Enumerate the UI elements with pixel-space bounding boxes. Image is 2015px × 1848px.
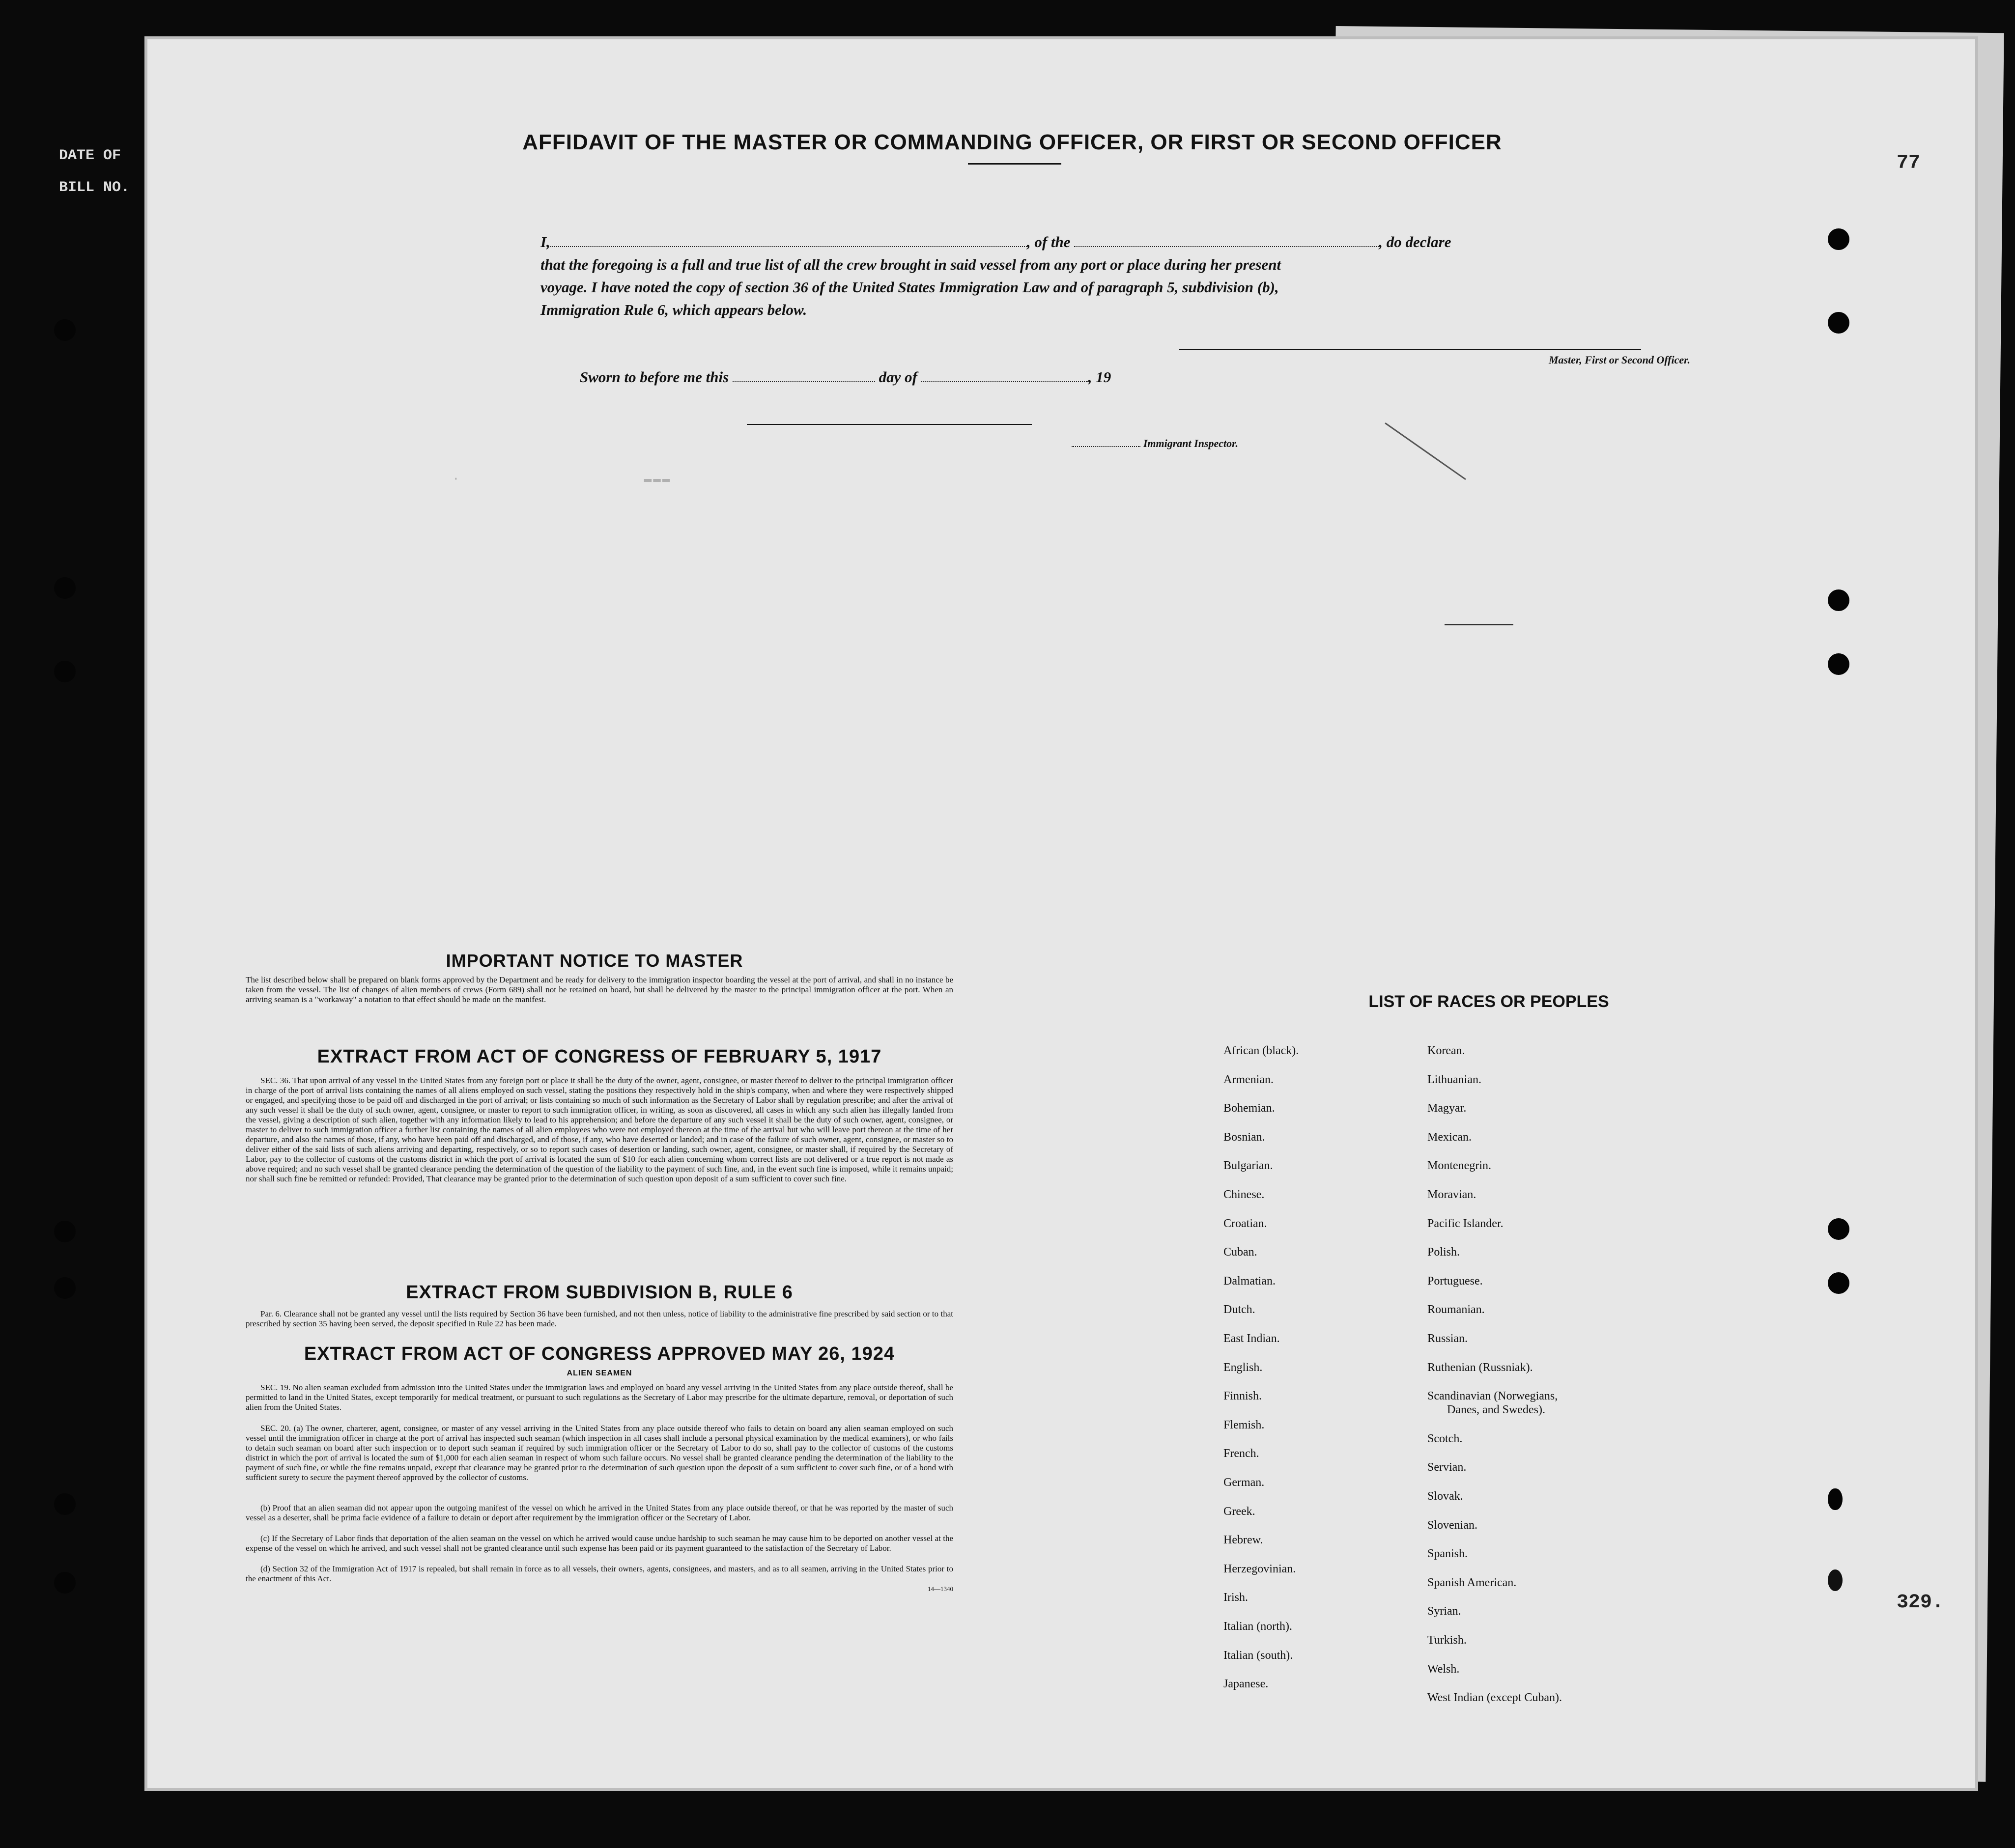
binder-hole (1828, 1272, 1849, 1294)
race-item: Slovenian. (1427, 1518, 1477, 1532)
inspector-line (747, 424, 1032, 425)
race-item: Cuban. (1223, 1246, 1257, 1259)
race-item: Dalmatian. (1223, 1274, 1276, 1288)
sec20a-body: SEC. 20. (a) The owner, charterer, agent, consignee, or master of any vessel arriving in the United States from any place outside thereof who fails to detain on board any alien seaman employed on such vessel until the immigration officer in charge at the port of arrival has inspected such seaman (which inspection in all cases shall include a personal physical examination by the medical examiners), or who fails to detain such seaman on board after such inspection or to deport such seaman if required by such immigration officer or the Secretary of Labor to do so, shall pay to the collector of customs of the customs district in which the port of arrival is located the sum of $1,000 for each alien seaman in respect of whom such failure occurs. No vessel shall be granted clearance pending the determination of the liability to the payment of such fine, or while the fine remains unpaid, except that clearance may be granted prior to the determination of such question upon the deposit of a sum sufficient to cover such fine, or of a bond with sufficient surety to secure the payment thereof approved by the collector of customs. (246, 1424, 953, 1482)
alien-seamen-subheading: ALIEN SEAMEN (567, 1369, 632, 1377)
race-item: Bosnian. (1223, 1130, 1265, 1144)
race-item: Roumanian. (1427, 1303, 1485, 1316)
race-item: Lithuanian. (1427, 1073, 1481, 1086)
binder-hole (54, 1221, 76, 1242)
extract-1917-body: SEC. 36. That upon arrival of any vessel in the United States from any foreign port or place it shall be the duty of the owner, agent, consignee, or master thereof to deliver to the principal immigration officer in charge of the port of arrival lists containing the names of all aliens employed on such vessel, stating the positions they respectively hold in the ship's company, when and where they were respectively shipped or engaged, and specifying those to be paid off and discharged in the port of arrival; or lists containing so much of such information as the Secretary of Labor shall by regulation prescribe; and after the arrival of any such vessel it shall be the duty of such owner, agent, consignee, or master to report to such immigration officer, in writing, as soon as discovered, all cases in which any such alien has illegally landed from the vessel, giving a description of such alien, together with any information likely to lead to his apprehension; and before the departure of any such vessel it shall be the duty of such owner, agent, consignee, or master to deliver to such immigration officer a further list containing the names of all alien employees who were not employed thereon at the time of the arrival but who will leave port thereon at the time of her departure, and also the names of those, if any, who have been paid off and discharged, and of those, if any, who have deserted or landed; and in case of the failure of such owner, agent, consignee, or master so to deliver either of the said lists of such aliens arriving and departing, respectively, or so to report such cases of desertion or landing, such owner, agent, consignee, or master shall, if required by the Secretary of Labor, pay to the collector of customs of the customs district in which the port of arrival is located the sum of $10 for each alien concerning whom correct lists are not delivered or a true report is not made as above required; and no such vessel shall be granted clearance pending the determination of the question of the liability to the payment of such fine, and, in the event such fine is imposed, while it remains unpaid; nor shall such fine be remitted or refunded: Provided, That clearance may be granted prior to the determination of such question upon deposit of a sum sufficient to cover such fine. (246, 1076, 953, 1183)
affidavit-title: AFFIDAVIT OF THE MASTER OR COMMANDING OFFICER, OR FIRST OR SECOND OFFICER (522, 130, 1502, 154)
race-item: French. (1223, 1447, 1259, 1460)
race-item: Bohemian. (1223, 1102, 1275, 1115)
race-item: Finnish. (1223, 1390, 1262, 1403)
affidavit-sheet (147, 39, 1975, 1788)
race-item: Italian (south). (1223, 1649, 1293, 1662)
race-item: Russian. (1427, 1332, 1468, 1345)
race-item: Scotch. (1427, 1432, 1463, 1445)
binder-hole (1828, 1569, 1843, 1591)
race-item: African (black). (1223, 1044, 1299, 1057)
race-item: Herzegovinian. (1223, 1562, 1296, 1575)
race-item: Italian (north). (1223, 1620, 1292, 1633)
race-item: Slovak. (1427, 1490, 1463, 1503)
race-item: Flemish. (1223, 1418, 1265, 1431)
sworn-day-blank[interactable] (733, 381, 875, 382)
signature-line (1179, 349, 1641, 350)
binder-hole (54, 1277, 76, 1299)
race-item: Moravian. (1427, 1188, 1476, 1201)
binder-hole (54, 319, 76, 341)
sworn-label: Sworn to before me this (580, 368, 729, 386)
affidavit-line-3: voyage. I have noted the copy of section 36 of the United States Immigration Law and of paragraph 5, subdivision (b), (540, 279, 1279, 296)
binder-hole (54, 1493, 76, 1515)
binder-hole (1828, 1218, 1849, 1240)
race-item: Syrian. (1427, 1605, 1461, 1618)
pen-stroke (1445, 624, 1513, 625)
left-stamp-bill: BILL NO. (59, 179, 130, 196)
race-item: Greek. (1223, 1505, 1255, 1518)
page-number-fragment: 77 (1897, 152, 1921, 174)
binder-hole (1828, 1488, 1843, 1510)
race-item: Armenian. (1223, 1073, 1274, 1086)
vessel-blank[interactable] (1074, 246, 1379, 247)
affidavit-line-2: that the foregoing is a full and true list of all the crew brought in said vessel from any port or place during her present (540, 256, 1281, 273)
race-item: Chinese. (1223, 1188, 1265, 1201)
race-item: Servian. (1427, 1461, 1467, 1474)
margin-number-fragment: 329. (1897, 1592, 1944, 1614)
race-item: Montenegrin. (1427, 1159, 1491, 1173)
race-item: Bulgarian. (1223, 1159, 1273, 1173)
signature-label: Master, First or Second Officer. (1548, 354, 1690, 366)
race-item: Danes, and Swedes). (1447, 1403, 1545, 1417)
notice-heading: IMPORTANT NOTICE TO MASTER (446, 951, 743, 971)
race-item: Ruthenian (Russniak). (1427, 1361, 1533, 1374)
left-stamp-date: DATE OF (59, 147, 121, 164)
race-item: Irish. (1223, 1591, 1248, 1604)
race-item: Spanish. (1427, 1547, 1468, 1561)
race-item: Croatian. (1223, 1217, 1267, 1230)
affidavit-i: I, (540, 233, 550, 251)
affidavit-line-4: Immigration Rule 6, which appears below. (540, 301, 807, 318)
name-blank[interactable] (550, 246, 1027, 247)
affidavit-text (540, 231, 1651, 321)
sworn-month-blank[interactable] (921, 381, 1088, 382)
race-item: German. (1223, 1476, 1265, 1489)
race-item: Polish. (1427, 1246, 1460, 1259)
inspector-label: Immigrant Inspector. (1143, 437, 1238, 449)
extract-1924-heading: EXTRACT FROM ACT OF CONGRESS APPROVED MAY 26, 1924 (304, 1344, 895, 1364)
title-underline (968, 163, 1061, 165)
binder-hole (54, 1572, 76, 1594)
binder-hole (1828, 228, 1849, 250)
sworn-line (580, 368, 1415, 386)
races-heading: LIST OF RACES OR PEOPLES (1368, 992, 1609, 1011)
notice-body: The list described below shall be prepared on blank forms approved by the Department and be ready for delivery to the immigration inspector boarding the vessel at the port of arrival, and shall in no instance be taken from the vessel. The list of changes of alien members of crews (Form 689) shall not be retained on board, but shall be delivered by the master to the principal immigration officer at the port. When an arriving seaman is a "workaway" a notation to that effect should be made on the manifest. (246, 975, 953, 1004)
race-item: Magyar. (1427, 1102, 1467, 1115)
race-item: Hebrew. (1223, 1534, 1263, 1547)
race-item: Portuguese. (1427, 1274, 1483, 1288)
affidavit-line-1 (540, 231, 1651, 253)
rule6-heading: EXTRACT FROM SUBDIVISION B, RULE 6 (406, 1282, 793, 1303)
race-item: Welsh. (1427, 1662, 1460, 1676)
pen-stroke (1385, 422, 1466, 480)
race-item: Scandinavian (Norwegians, (1427, 1390, 1558, 1403)
race-item: East Indian. (1223, 1332, 1280, 1345)
extract-1917-heading: EXTRACT FROM ACT OF CONGRESS OF FEBRUARY 5, 1917 (317, 1046, 882, 1067)
binder-hole (54, 661, 76, 682)
race-item: Dutch. (1223, 1303, 1255, 1316)
sec20b-body: (b) Proof that an alien seaman did not appear upon the outgoing manifest of the vessel on which he arrived in the United States from any place outside thereof, or that he was reported by the master of such vessel as a deserter, shall be prima facie evidence of a failure to detain or deport after requirement by the immigration officer or the Secretary of Labor. (246, 1503, 953, 1522)
inspector-blank[interactable] (1072, 446, 1140, 447)
race-item: Spanish American. (1427, 1576, 1517, 1589)
sec19-body: SEC. 19. No alien seaman excluded from admission into the United States under the immigration laws and employed on board any vessel arriving in the United States from any place outside thereof, shall be permitted to land in the United States, except temporarily for medical treatment, or pursuant to such regulations as the Secretary of Labor may prescribe for the ultimate departure, removal, or deportation of such alien from the United States. (246, 1383, 953, 1412)
race-item: Japanese. (1223, 1678, 1269, 1691)
race-item: Korean. (1427, 1044, 1465, 1057)
ghost-text: · ▬▬▬ (452, 472, 672, 486)
binder-hole (1828, 653, 1849, 675)
binder-hole (54, 577, 76, 599)
form-number: 14—1340 (928, 1585, 953, 1593)
race-item: West Indian (except Cuban). (1427, 1691, 1562, 1705)
race-item: Mexican. (1427, 1130, 1472, 1144)
binder-hole (1828, 312, 1849, 334)
rule6-body: Par. 6. Clearance shall not be granted any vessel until the lists required by Section 36 have been furnished, and not then unless, notice of liability to the administrative fine prescribed by said section or to that prescribed by section 35 having been served, the deposit specified in Rule 22 has been made. (246, 1309, 953, 1328)
sec20c-body: (c) If the Secretary of Labor finds that deportation of the alien seaman on the vessel on which he arrived would cause undue hardship to such seaman he may cause him to be deported on another vessel at the expense of the vessel on which he arrived, and such vessel shall not be granted clearance until such expense has been paid or its payment guaranteed to the satisfaction of the Secretary of Labor. (246, 1534, 953, 1553)
race-item: English. (1223, 1361, 1263, 1374)
inspector-label-row (865, 437, 1238, 450)
binder-hole (1828, 589, 1849, 611)
race-item: Turkish. (1427, 1634, 1467, 1647)
do-declare-label: , do declare (1379, 233, 1451, 251)
race-item: Pacific Islander. (1427, 1217, 1504, 1230)
day-of-label: day of (879, 368, 917, 386)
year-label: , 19 (1088, 368, 1111, 386)
sec20d-body: (d) Section 32 of the Immigration Act of 1917 is repealed, but shall remain in force as to all vessels, their owners, agents, consignees, and masters, and as to all seamen, arriving in the United States prior to the enactment of this Act. (246, 1564, 953, 1583)
of-the-label: , of the (1026, 233, 1071, 251)
